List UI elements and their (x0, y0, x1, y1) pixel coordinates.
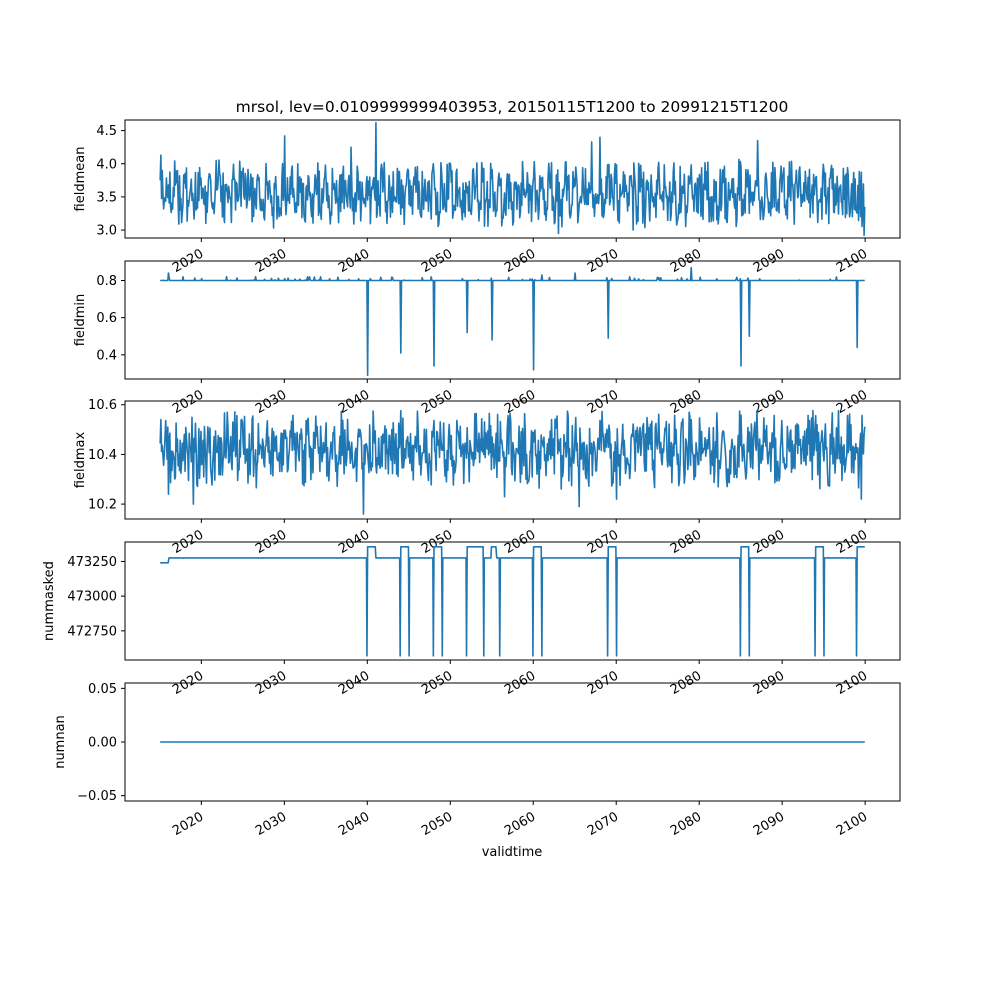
y-axis-label-nummasked: nummasked (42, 561, 57, 641)
x-tick-label: 2090 (751, 387, 788, 418)
x-tick-label: 2050 (419, 387, 456, 418)
y-tick-label: 10.2 (88, 497, 117, 513)
x-tick-label: 2060 (502, 246, 539, 277)
y-tick-label: 10.4 (88, 447, 117, 463)
x-tick-label: 2060 (502, 387, 539, 418)
y-tick-label: 0.6 (96, 311, 117, 327)
series-line-fieldmax (160, 411, 865, 514)
x-tick-label: 2040 (336, 809, 373, 840)
y-tick-label: 0.8 (96, 274, 117, 290)
series-line-fieldmin (160, 268, 865, 376)
series-line-nummasked (160, 547, 865, 656)
y-tick-label: 473000 (67, 589, 117, 605)
panel-fieldmax (73, 398, 900, 557)
x-tick-label: 2100 (833, 246, 871, 277)
axes-frame-nummasked (125, 542, 900, 660)
y-axis-label-fieldmax: fieldmax (73, 431, 88, 489)
panel-nummasked (42, 542, 900, 698)
x-tick-label: 2040 (336, 668, 373, 699)
x-tick-label: 2070 (585, 246, 622, 277)
y-tick-label: 472750 (67, 624, 117, 640)
x-tick-label: 2020 (170, 387, 207, 418)
x-tick-label: 2050 (419, 246, 456, 277)
x-tick-label: 2050 (419, 668, 456, 699)
x-tick-label: 2100 (833, 809, 871, 840)
x-tick-label: 2050 (419, 809, 456, 840)
x-tick-label: 2020 (170, 246, 207, 277)
x-tick-label: 2020 (170, 809, 207, 840)
x-tick-label: 2080 (668, 668, 705, 699)
panel-fieldmean (73, 120, 900, 276)
x-tick-label: 2070 (585, 387, 622, 418)
series-line-fieldmean (160, 123, 865, 236)
x-tick-label: 2060 (502, 527, 539, 558)
y-tick-label: 0.00 (88, 735, 117, 751)
x-tick-label: 2070 (585, 809, 622, 840)
x-tick-label: 2100 (833, 387, 871, 418)
x-tick-label: 2080 (668, 387, 705, 418)
x-tick-label: 2080 (668, 246, 705, 277)
y-tick-label: 0.4 (96, 348, 117, 364)
x-tick-label: 2060 (502, 809, 539, 840)
x-tick-label: 2030 (253, 668, 290, 699)
x-tick-label: 2040 (336, 246, 373, 277)
x-tick-label: 2020 (170, 527, 207, 558)
x-tick-label: 2030 (253, 246, 290, 277)
x-tick-label: 2090 (751, 527, 788, 558)
y-tick-label: 0.05 (88, 681, 117, 697)
x-tick-label: 2100 (833, 668, 871, 699)
x-tick-label: 2030 (253, 387, 290, 418)
x-tick-label: 2090 (751, 668, 788, 699)
y-axis-label-fieldmean: fieldmean (73, 146, 88, 212)
x-tick-label: 2100 (833, 527, 871, 558)
y-tick-label: −0.05 (77, 789, 117, 805)
x-tick-label: 2020 (170, 668, 207, 699)
x-tick-label: 2090 (751, 809, 788, 840)
x-tick-label: 2090 (751, 246, 788, 277)
y-tick-label: 4.5 (96, 124, 117, 140)
y-tick-label: 10.6 (88, 398, 117, 414)
panel-numnan (53, 682, 900, 839)
x-tick-label: 2070 (585, 527, 622, 558)
x-tick-label: 2080 (668, 809, 705, 840)
y-axis-label-numnan: numnan (53, 715, 68, 769)
y-tick-label: 3.5 (96, 190, 117, 206)
panel-fieldmin (73, 261, 900, 417)
x-tick-label: 2080 (668, 527, 705, 558)
x-tick-label: 2030 (253, 527, 290, 558)
x-axis-label: validtime (481, 845, 543, 860)
x-tick-label: 2040 (336, 387, 373, 418)
x-tick-label: 2070 (585, 668, 622, 699)
axes-frame-fieldmin (125, 261, 900, 379)
y-tick-label: 473250 (67, 554, 117, 570)
x-tick-label: 2030 (253, 809, 290, 840)
x-tick-label: 2050 (419, 527, 456, 558)
chart-title: mrsol, lev=0.0109999999403953, 20150115T1200 to 20991215T1200 (235, 98, 789, 116)
y-tick-label: 3.0 (96, 223, 117, 239)
x-tick-label: 2060 (502, 668, 539, 699)
x-tick-label: 2040 (336, 527, 373, 558)
y-tick-label: 4.0 (96, 157, 117, 173)
y-axis-label-fieldmin: fieldmin (73, 293, 88, 347)
